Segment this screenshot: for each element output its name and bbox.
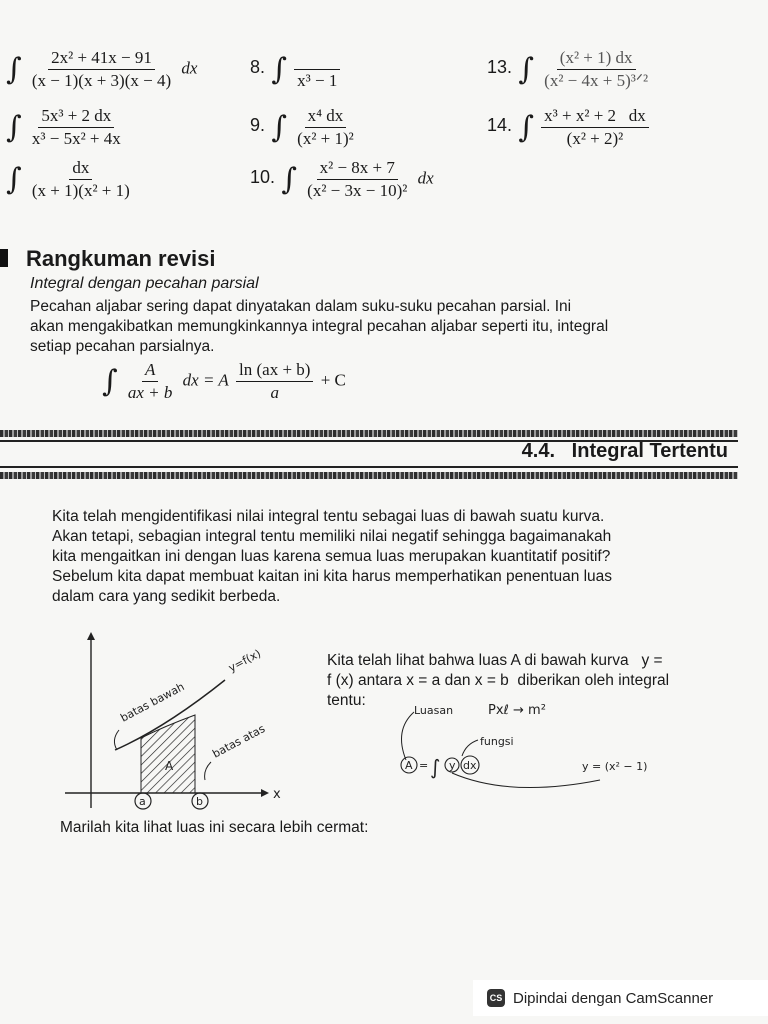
section-title: 4.4. Integral Tertentu: [521, 440, 728, 462]
integral-sign: ∫: [271, 110, 287, 145]
x-axis-label: x: [273, 787, 281, 802]
revision-paragraph: [30, 297, 740, 357]
exercise-row2-a: [6, 106, 127, 149]
exercise-number: 8.: [250, 57, 266, 78]
fraction: [541, 106, 649, 149]
note-pxl: Pxℓ → m²: [488, 703, 546, 718]
fraction: [29, 106, 124, 149]
exercise-8: [250, 48, 343, 91]
denominator: (x² + 2)²: [566, 129, 624, 148]
section-rule: [0, 466, 738, 468]
shaded-area: [141, 715, 195, 793]
note-integral: ∫: [430, 755, 441, 779]
fraction: [294, 48, 340, 91]
point-b-label: b: [196, 795, 203, 808]
numerator: dx: [69, 158, 92, 180]
revision-title: Rangkuman revisi: [26, 246, 216, 271]
numerator: x⁴ dx: [305, 106, 347, 128]
intro-line: kita mengaitkan ini dengan luas karena semua luas merupakan kuantitatif positif?: [52, 548, 611, 565]
exercise-number: 13.: [487, 57, 513, 78]
revision-line: Pecahan aljabar sering dapat dinyatakan dalam suku-suku pecahan parsial. Ini: [30, 298, 572, 315]
exercise-13: [487, 48, 654, 91]
exercise-10: [250, 158, 434, 201]
note-luasan: Luasan: [414, 704, 454, 717]
section-band-top: [0, 430, 738, 437]
denominator: (x + 1)(x² + 1): [31, 181, 130, 200]
intro-line: dalam cara yang sedikit berbeda.: [52, 588, 281, 605]
numerator: 2x² + 41x − 91: [48, 48, 155, 70]
fraction: [29, 158, 133, 201]
ln-fraction: [236, 360, 313, 403]
integral-sign: ∫: [281, 162, 297, 197]
section-marker: [0, 249, 8, 267]
note-arrow: [462, 740, 478, 756]
integral-sign: ∫: [518, 52, 534, 87]
fraction: [541, 48, 651, 91]
point-a-label: a: [139, 795, 146, 808]
exercise-number: 14.: [487, 115, 513, 136]
integral-sign: ∫: [518, 110, 534, 145]
closing-line: Marilah kita lihat luas ini secara lebih cermat:: [60, 819, 369, 836]
note-area: A: [405, 759, 413, 772]
revision-line: setiap pecahan parsialnya.: [30, 338, 215, 355]
fraction: [29, 48, 174, 91]
note-link-curve: [452, 773, 600, 788]
annotation-arrow: [114, 730, 119, 750]
handwritten-notes: [390, 690, 660, 805]
x-axis-arrow: [261, 789, 269, 797]
note-dx: dx: [463, 759, 477, 772]
denominator: (x² − 4x + 5)³ᐟ²: [544, 71, 649, 90]
exercise-9: [250, 106, 360, 149]
denominator: (x − 1)(x + 3)(x − 4): [31, 71, 172, 90]
exercise-14: [487, 106, 652, 149]
numerator: x³ + x² + 2 dx: [541, 106, 649, 128]
area-label: A: [165, 759, 174, 773]
denominator: x³ − 5x² + 4x: [31, 129, 121, 148]
fraction: [304, 158, 410, 201]
note-equals: =: [419, 759, 429, 772]
numerator: x² − 8x + 7: [317, 158, 398, 180]
denominator: ax + b: [127, 383, 173, 402]
fraction: [294, 106, 357, 149]
revision-subtitle: Integral dengan pecahan parsial: [30, 275, 259, 292]
differential: dx: [417, 168, 434, 188]
numerator: A: [142, 360, 158, 382]
note-equation: y = (x² − 1): [582, 760, 648, 773]
exercise-number: 9.: [250, 115, 266, 136]
curve-label: y=f(x): [226, 646, 264, 675]
upper-bound-note: batas atas: [210, 722, 268, 761]
scanner-text: Dipindai dengan CamScanner: [513, 989, 714, 1007]
denominator: x³ − 1: [297, 71, 338, 90]
camscanner-logo-icon: CS: [487, 989, 505, 1007]
intro-paragraph: [52, 507, 752, 607]
revision-formula: [102, 360, 346, 403]
intro-line: Kita telah mengidentifikasi nilai integral tentu sebagai luas di bawah suatu kurva.: [52, 508, 605, 525]
area-line: Kita telah lihat bahwa luas A di bawah kurva y =: [327, 652, 663, 669]
intro-line: Akan tetapi, sebagian integral tentu memiliki nilai negatif sehingga bagaimanakah: [52, 528, 612, 545]
area-line: tentu:: [327, 692, 366, 709]
numerator: [294, 48, 340, 70]
note-fungsi: fungsi: [480, 735, 514, 748]
exercise-row3-a: [6, 158, 136, 201]
scanner-watermark: [473, 980, 768, 1016]
fraction: [125, 360, 176, 403]
lower-bound-note: batas bawah: [118, 680, 187, 725]
annotation-arrow: [205, 762, 211, 780]
ln-numerator: ln (ax + b): [236, 360, 313, 382]
exercise-7: [6, 48, 197, 91]
integral-sign: ∫: [271, 52, 287, 87]
ln-denominator: a: [270, 383, 279, 402]
intro-line: Sebelum kita dapat membuat kaitan ini kita harus memperhatikan penentuan luas: [52, 568, 613, 585]
formula-mid: dx = A: [182, 370, 229, 390]
area-line: f (x) antara x = a dan x = b diberikan oleh integral: [327, 672, 670, 689]
integral-sign: ∫: [6, 52, 22, 87]
note-arrow: [402, 712, 415, 760]
revision-line: akan mengakibatkan memungkinkannya integral pecahan aljabar seperti itu, integral: [30, 318, 609, 335]
differential: dx: [181, 58, 198, 78]
numerator: 5x³ + 2 dx: [38, 106, 114, 128]
formula-tail: + C: [320, 370, 346, 390]
exercise-number: 10.: [250, 167, 276, 188]
y-axis-arrow: [87, 632, 95, 640]
numerator: (x² + 1) dx: [557, 48, 636, 70]
denominator: (x² + 1)²: [297, 129, 354, 148]
note-y: y: [449, 759, 456, 772]
denominator: (x² − 3x − 10)²: [307, 181, 408, 200]
integral-sign: ∫: [102, 364, 118, 399]
area-graph: [55, 630, 305, 815]
section-band-bottom: [0, 472, 738, 479]
integral-sign: ∫: [6, 162, 22, 197]
integral-sign: ∫: [6, 110, 22, 145]
